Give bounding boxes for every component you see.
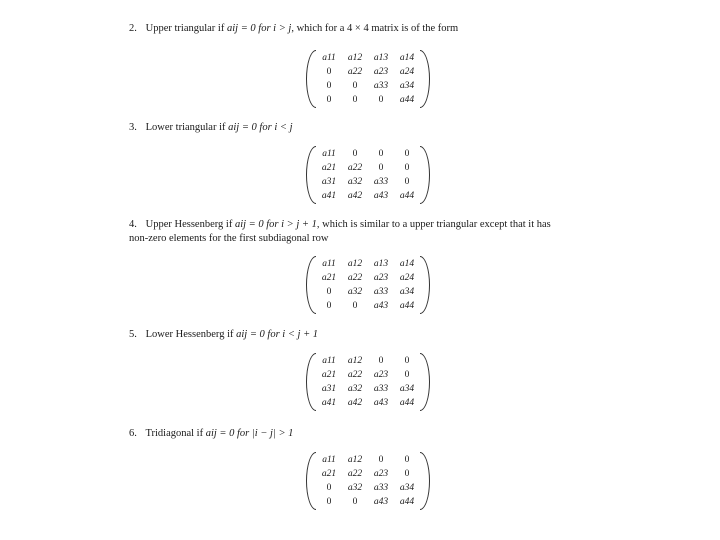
- matrix-entry: a41: [321, 398, 337, 408]
- matrix-tridiagonal: [306, 452, 430, 510]
- matrix-entry: a41: [321, 191, 337, 201]
- matrix-entry: a22: [347, 67, 363, 77]
- matrix-entry: a33: [373, 81, 389, 91]
- matrix-entry: a42: [347, 398, 363, 408]
- matrix-entry: a13: [373, 259, 389, 269]
- matrix-entry: a22: [347, 469, 363, 479]
- matrix-entry: a12: [347, 455, 363, 465]
- matrix-entry: a24: [399, 67, 415, 77]
- matrix-entry: 0: [404, 356, 410, 366]
- matrix-entry: a33: [373, 177, 389, 187]
- matrix-entry: a23: [373, 370, 389, 380]
- matrix-entry: a11: [322, 455, 336, 465]
- matrix-entry: a11: [322, 356, 336, 366]
- matrix-entry: 0: [352, 149, 358, 159]
- matrix-entry: 0: [326, 483, 332, 493]
- section-text: Lower triangular if: [145, 122, 226, 133]
- right-bracket: [420, 452, 430, 510]
- matrix-entry: a23: [373, 273, 389, 283]
- section-number: 3.: [129, 122, 137, 133]
- matrix-entry: a33: [373, 384, 389, 394]
- section-number: 5.: [129, 329, 137, 340]
- matrix-entry: 0: [352, 95, 358, 105]
- matrix-entry: 0: [404, 177, 410, 187]
- matrix-entry: a21: [321, 273, 337, 283]
- section-text-after: , which for a 4 × 4 matrix is of the form: [291, 23, 459, 34]
- matrix-entry: 0: [352, 497, 358, 507]
- matrix-entry: a11: [322, 149, 336, 159]
- section-lower-hessenberg: [129, 328, 689, 342]
- left-bracket: [306, 256, 316, 314]
- matrix-entry: a23: [373, 67, 389, 77]
- matrix-entry: 0: [404, 455, 410, 465]
- section-tridiagonal: [129, 427, 689, 441]
- matrix-entry: 0: [352, 301, 358, 311]
- matrix-entry: a14: [399, 259, 415, 269]
- matrix-entry: a12: [347, 259, 363, 269]
- matrix-entry: a44: [399, 95, 415, 105]
- section-continuation: non-zero elements for the first subdiagonal row: [129, 233, 329, 244]
- matrix-entry: a11: [322, 53, 336, 63]
- matrix-entry: a43: [373, 497, 389, 507]
- matrix-entry: a32: [347, 287, 363, 297]
- section-text: Lower Hessenberg if: [145, 329, 234, 340]
- right-bracket: [420, 146, 430, 204]
- matrix-entry: 0: [378, 95, 384, 105]
- matrix-entry: a22: [347, 163, 363, 173]
- matrix-entry: a12: [347, 53, 363, 63]
- section-number: 2.: [129, 23, 137, 34]
- right-bracket: [420, 50, 430, 108]
- matrix-entry: 0: [326, 301, 332, 311]
- matrix-entry: 0: [326, 287, 332, 297]
- matrix-entry: a44: [399, 398, 415, 408]
- matrix-entry: a32: [347, 483, 363, 493]
- matrix-upper-triangular: [306, 50, 430, 108]
- right-bracket: [420, 256, 430, 314]
- matrix-entry: a43: [373, 301, 389, 311]
- section-condition: aij = 0 for |i − j| > 1: [205, 428, 294, 439]
- matrix-entry: 0: [326, 67, 332, 77]
- matrix-entry: 0: [404, 469, 410, 479]
- section-upper-hessenberg: [129, 218, 689, 246]
- matrix-entry: a21: [321, 163, 337, 173]
- matrix-entry: a43: [373, 398, 389, 408]
- matrix-entry: a22: [347, 370, 363, 380]
- matrix-entry: a33: [373, 287, 389, 297]
- matrix-entry: a21: [321, 370, 337, 380]
- matrix-entry: 0: [326, 95, 332, 105]
- matrix-grid: [316, 257, 420, 313]
- matrix-entry: a24: [399, 273, 415, 283]
- left-bracket: [306, 452, 316, 510]
- matrix-entry: a34: [399, 384, 415, 394]
- matrix-entry: 0: [404, 370, 410, 380]
- matrix-entry: a23: [373, 469, 389, 479]
- section-condition: aij = 0 for i < j + 1: [236, 329, 319, 340]
- matrix-entry: a34: [399, 483, 415, 493]
- matrix-entry: a11: [322, 259, 336, 269]
- matrix-lower-hessenberg: [306, 353, 430, 411]
- matrix-entry: a31: [321, 177, 337, 187]
- section-upper-triangular: [129, 22, 689, 36]
- matrix-entry: 0: [404, 163, 410, 173]
- matrix-grid: [316, 147, 420, 203]
- matrix-entry: a32: [347, 177, 363, 187]
- matrix-entry: 0: [378, 356, 384, 366]
- matrix-entry: a34: [399, 81, 415, 91]
- matrix-entry: a44: [399, 191, 415, 201]
- left-bracket: [306, 353, 316, 411]
- matrix-entry: a34: [399, 287, 415, 297]
- matrix-entry: a32: [347, 384, 363, 394]
- section-condition: aij = 0 for i < j: [228, 122, 293, 133]
- matrix-entry: a44: [399, 497, 415, 507]
- matrix-entry: a44: [399, 301, 415, 311]
- matrix-entry: a31: [321, 384, 337, 394]
- matrix-entry: 0: [326, 81, 332, 91]
- matrix-entry: 0: [326, 497, 332, 507]
- section-text: Upper Hessenberg if: [145, 219, 233, 230]
- matrix-entry: a13: [373, 53, 389, 63]
- left-bracket: [306, 50, 316, 108]
- matrix-entry: 0: [378, 149, 384, 159]
- section-condition: aij = 0 for i > j: [226, 23, 292, 34]
- section-text: Tridiagonal if: [145, 428, 204, 439]
- section-number: 6.: [129, 428, 137, 439]
- matrix-grid: [316, 354, 420, 410]
- section-number: 4.: [129, 219, 137, 230]
- matrix-upper-hessenberg: [306, 256, 430, 314]
- matrix-entry: 0: [378, 455, 384, 465]
- matrix-entry: a12: [347, 356, 363, 366]
- section-text: Upper triangular if: [145, 23, 225, 34]
- right-bracket: [420, 353, 430, 411]
- matrix-entry: 0: [352, 81, 358, 91]
- matrix-entry: 0: [378, 163, 384, 173]
- matrix-entry: a22: [347, 273, 363, 283]
- matrix-grid: [316, 51, 420, 107]
- section-text-after: , which is similar to a upper triangular except that it has: [316, 219, 551, 230]
- matrix-entry: 0: [404, 149, 410, 159]
- matrix-entry: a33: [373, 483, 389, 493]
- matrix-entry: a42: [347, 191, 363, 201]
- matrix-entry: a21: [321, 469, 337, 479]
- section-lower-triangular: [129, 121, 689, 135]
- section-condition: aij = 0 for i > j + 1: [234, 219, 317, 230]
- matrix-lower-triangular: [306, 146, 430, 204]
- matrix-grid: [316, 453, 420, 509]
- matrix-entry: a43: [373, 191, 389, 201]
- left-bracket: [306, 146, 316, 204]
- matrix-entry: a14: [399, 53, 415, 63]
